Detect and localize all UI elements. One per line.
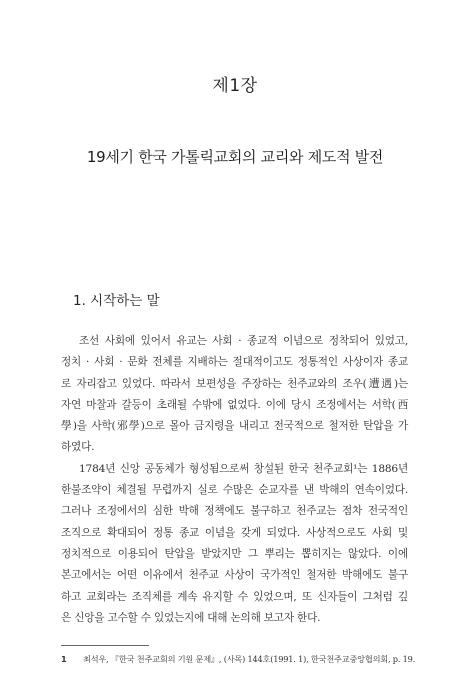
chapter-label: 제1장 — [212, 76, 258, 96]
body-line: 조직으로 확대되어 정통 종교 이념을 갖게 되었다. 사상적으로도 사회 및 — [61, 526, 408, 539]
body-line: 조선 사회에 있어서 유교는 사회 · 종교적 이념으로 정착되어 있었고, — [79, 335, 408, 347]
body-line: 하였다. — [61, 441, 95, 454]
body-line: 정치적으로 이용되어 탄압을 받았지만 그 뿌리는 뽑히지는 않았다. 이에 — [61, 547, 408, 560]
body-line: 한불조약이 체결될 무렵까지 실로 수많은 순교자를 낸 박해의 연속이었다. — [61, 484, 408, 497]
body-text — [61, 331, 408, 629]
body-line: 정치 · 사회 · 문화 전체를 지배하는 절대적이고도 정통적인 사상이자 종교 — [61, 356, 408, 369]
body-line: 1784년 신앙 공동체가 형성됨으로써 창설된 한국 천주교회¹는 1886년 — [79, 462, 408, 475]
body-line: 본고에서는 어떤 이유에서 천주교 사상이 국가적인 철저한 박해에도 불구 — [61, 569, 408, 582]
body-line: 로 자리잡고 있었다. 따라서 보편성을 주장하는 천주교와의 조우(遭遇)는 — [61, 377, 408, 390]
chapter-title: 19세기 한국 가톨릭교회의 교리와 제도적 발전 — [86, 148, 384, 166]
section-heading: 1. 시작하는 말 — [73, 293, 160, 309]
body-line: 하고 교회라는 조직체를 계속 유지할 수 있었으며, 또 신자들이 그처럼 깊 — [61, 590, 408, 603]
footnote-text: 최석우, 『한국 천주교회의 기원 문제』, (사목) 144호(1991. 1), 한국천주교중앙협의회, p. 19. — [83, 654, 416, 664]
body-line: 은 신앙을 고수할 수 있었는지에 대해 논의해 보고자 한다. — [61, 611, 321, 624]
footnote — [61, 654, 416, 665]
footnote-number: 1 — [61, 654, 67, 664]
body-line: 자연 마찰과 갈등이 초래될 수밖에 없었다. 이에 당시 조정에서는 서학(西 — [61, 398, 408, 411]
body-line: 學)을 사학(邪學)으로 몰아 금지령을 내리고 전국적으로 철저한 탄압을 가 — [61, 420, 408, 433]
body-line: 그러나 조정에서의 심한 박해 정책에도 불구하고 천주교는 점차 전국적인 — [61, 505, 408, 518]
footnote-divider — [61, 645, 149, 646]
